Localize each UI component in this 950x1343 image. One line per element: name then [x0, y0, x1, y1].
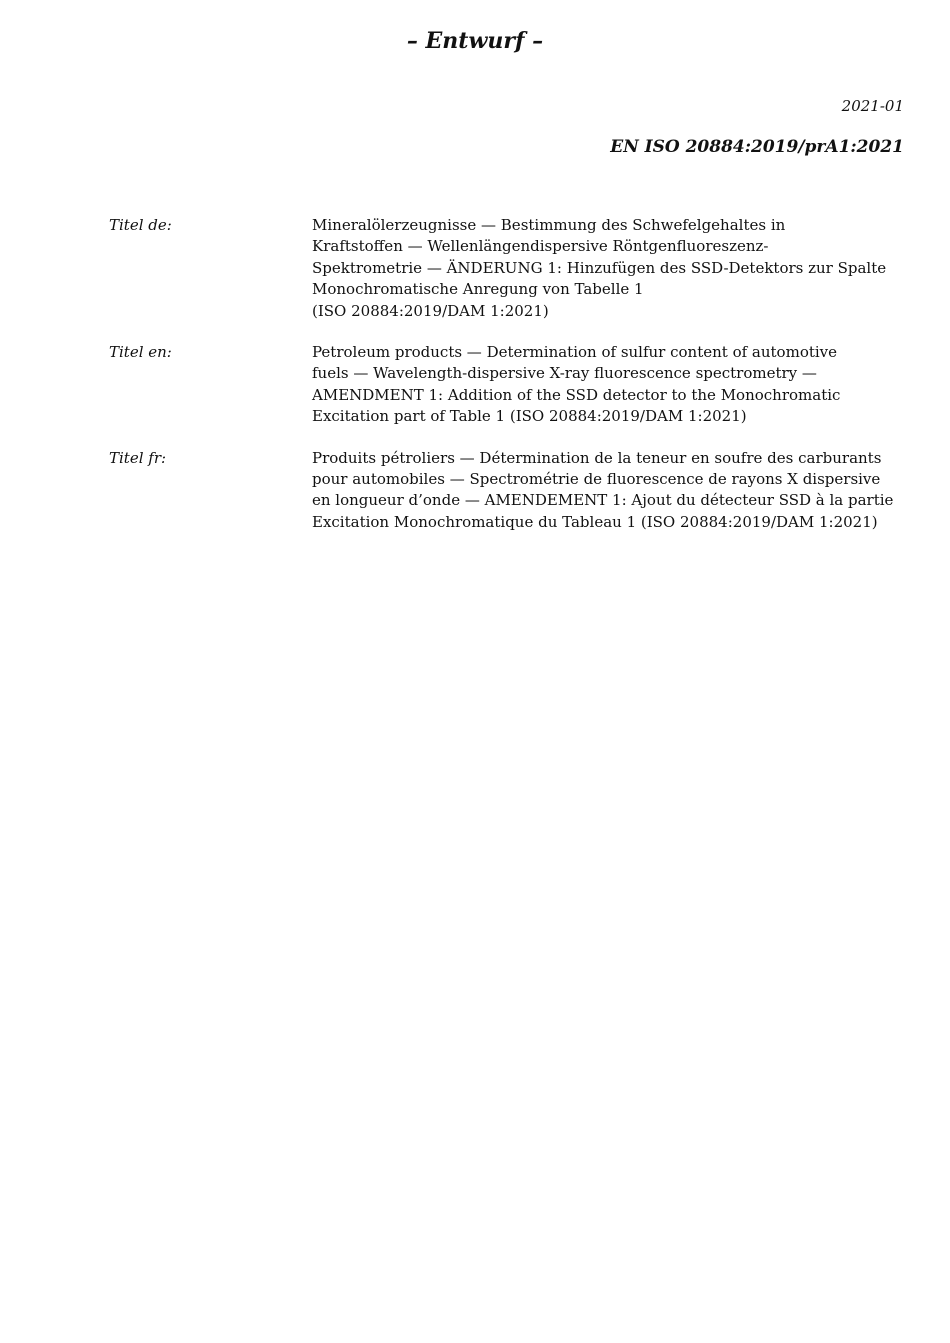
title-row-de	[109, 215, 909, 322]
title-text-en	[312, 342, 902, 428]
title-line: pour automobiles — Spectrométrie de fluorescence de rayons X dispersive	[312, 470, 881, 489]
title-row-en	[109, 342, 909, 428]
title-line: Produits pétroliers — Détermination de la teneur en soufre des carburants	[312, 448, 882, 467]
title-label-en: Titel en:	[109, 343, 172, 362]
titles-table	[109, 215, 909, 553]
title-text-de	[312, 215, 902, 322]
title-line: Kraftstoffen — Wellenlängendispersive Röntgenfluoreszenz-	[312, 237, 769, 256]
title-line: fuels — Wavelength-dispersive X-ray fluorescence spectrometry —	[312, 364, 817, 383]
title-line: AMENDMENT 1: Addition of the SSD detector to the Monochromatic	[312, 385, 841, 404]
title-line: Spektrometrie — ÄNDERUNG 1: Hinzufügen des SSD-Detektors zur Spalte	[312, 258, 887, 277]
title-line: Excitation part of Table 1 (ISO 20884:2019/DAM 1:2021)	[312, 407, 747, 426]
title-label-fr: Titel fr:	[109, 448, 167, 467]
title-row-fr	[109, 448, 909, 534]
title-line: en longueur d’onde — AMENDEMENT 1: Ajout du détecteur SSD à la partie	[312, 491, 894, 510]
title-line: Excitation Monochromatique du Tableau 1 (ISO 20884:2019/DAM 1:2021)	[312, 512, 878, 531]
title-line: Mineralölerzeugnisse — Bestimmung des Schwefelgehaltes in	[312, 216, 786, 234]
title-line: Monochromatische Anregung von Tabelle 1	[312, 280, 644, 299]
title-text-fr	[312, 448, 902, 534]
draft-banner: – Entwurf –	[406, 28, 544, 54]
title-line: Petroleum products — Determination of sulfur content of automotive	[312, 343, 838, 362]
document-reference: EN ISO 20884:2019/prA1:2021	[610, 137, 904, 157]
title-label-de: Titel de:	[109, 216, 172, 234]
title-line: (ISO 20884:2019/DAM 1:2021)	[312, 301, 549, 320]
document-date: 2021-01	[841, 97, 904, 115]
